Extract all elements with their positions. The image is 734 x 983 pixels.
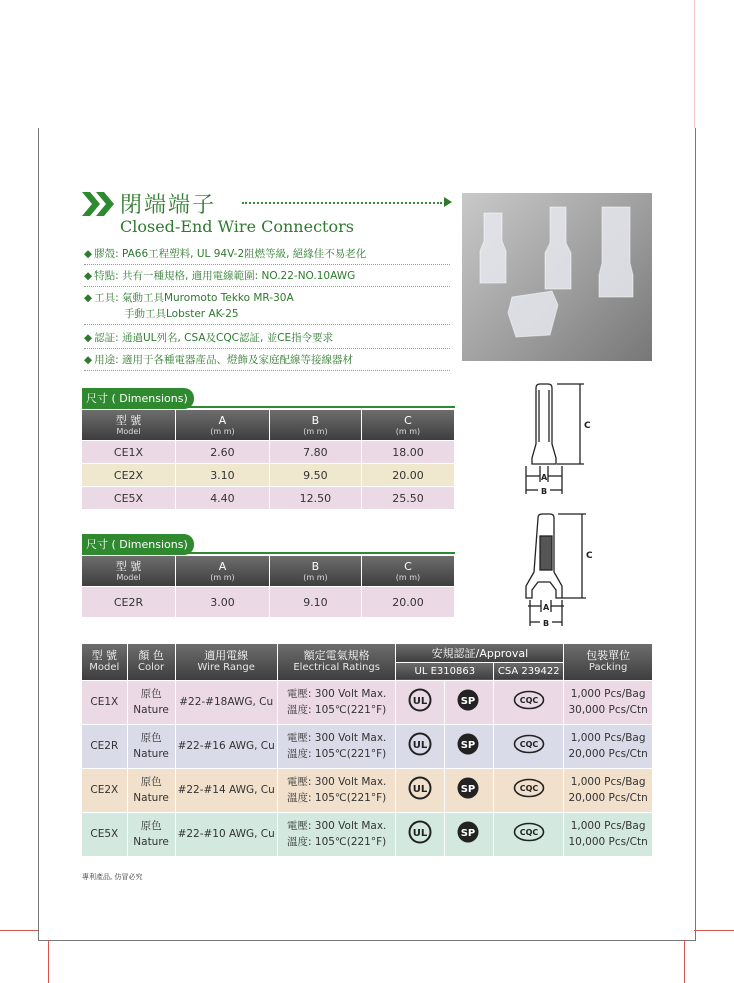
diamond-icon: ◆ [84,292,93,304]
diamond-icon: ◆ [84,270,93,282]
feature-item: ◆ 用途: 適用于各種電器產品、燈飾及家庭配線等接線器材 [84,352,450,371]
dimensions-label: 尺寸 ( Dimensions) [82,534,194,555]
csa-cert-icon [456,731,482,757]
spec-table: 型 號 Model 顏 色 Color 適用電線 Wire Range 額定電氣規格 Electrical Ratings 安規認証/Approval 包裝單位 Packing UL E310863 CSA 239422 CE1X 原色 Nature #22-#18AWG, Cu 電壓: 300 Volt Max. 溫度: 105℃(221°F) UL SP CQC 1,000 Pcs/Bag 30,000 Pcs/Ctn CE2R 原色 Nature #22-#16 AWG, Cu 電壓: 300 Volt Max. 溫度: 105℃(221°F) UL SP CQC 1,000 Pcs/Bag 20,000 Pcs/Ctn CE2X 原色 Nature #22-#14 AWG, Cu 電壓: 300 Volt Max. 溫度: 105℃(221°F) UL SP CQC 1,000 Pcs/Bag 20,000 Pcs/Ctn CE5X 原色 Nature #22-#10 AWG, Cu 電壓: 300 Volt Max. 溫度: 105℃(221°F) UL SP CQC 1,000 Pcs/Bag 10,000 Pcs/Ctn [82,644,653,856]
table-row: CE1X 原色 Nature #22-#18AWG, Cu 電壓: 300 Volt Max. 溫度: 105℃(221°F) UL SP CQC 1,000 Pcs/Bag 30,000 Pcs/Ctn [82,680,653,724]
dimension-drawing-ce1x [512,382,594,498]
feature-item: ◆ 認証: 通過UL列名, CSA及CQC認証, 並CE指令要求 [84,330,450,349]
dim-label-a: A [543,603,550,612]
dimensions-table-1: 型 號 Model A (m m) B (m m) C (m m) CE1X 2.60 7.80 18.00 CE2X 3.10 9.50 20.00 CE5X 4.40 12.50 25.50 [82,410,455,509]
cqc-cert-icon [513,690,545,710]
svg-text:UL: UL [413,739,428,751]
svg-text:SP: SP [460,827,476,839]
table-row: CE2X 原色 Nature #22-#14 AWG, Cu 電壓: 300 Volt Max. 溫度: 105℃(221°F) UL SP CQC 1,000 Pcs/Bag 20,000 Pcs/Ctn [82,768,653,812]
title-dotted-line [242,202,442,204]
table-row: CE5X 原色 Nature #22-#10 AWG, Cu 電壓: 300 Volt Max. 溫度: 105℃(221°F) UL SP CQC 1,000 Pcs/Bag 10,000 Pcs/Ctn [82,812,653,856]
svg-text:UL: UL [413,783,428,795]
footer-note: 專利產品, 仿冒必究 [82,873,143,881]
diamond-icon: ◆ [84,332,93,344]
feature-item-line2: 手動工具Lobster AK-25 [84,306,450,325]
ul-cert-icon [408,820,432,844]
crop-mark [48,940,49,983]
svg-text:UL: UL [413,827,428,839]
cqc-cert-icon [513,822,545,842]
dim-label-c: C [586,551,593,561]
dimensions-label: 尺寸 ( Dimensions) [82,388,194,409]
csa-cert-icon [456,819,482,845]
diamond-icon: ◆ [84,354,93,366]
dimension-drawing-ce2r [512,512,594,630]
table-row: CE2X 3.10 9.50 20.00 [82,464,455,487]
crop-mark [694,0,695,128]
dim-label-b: B [543,619,550,628]
csa-cert-icon [456,775,482,801]
svg-text:UL: UL [413,695,428,707]
diamond-icon: ◆ [84,248,93,260]
csa-cert-icon [456,687,482,713]
cqc-cert-icon [513,734,545,754]
feature-item: ◆ 膠殼: PA66工程塑料, UL 94V-2阻燃等級, 絕緣佳不易老化 [84,246,450,265]
connector-photo-drawing [462,193,652,361]
svg-text:CQC: CQC [519,827,538,837]
dim-label-a: A [541,473,548,482]
product-photo [462,193,652,361]
section-divider [82,552,455,554]
crop-mark [0,930,38,931]
table-row: CE2R 原色 Nature #22-#16 AWG, Cu 電壓: 300 Volt Max. 溫度: 105℃(221°F) UL SP CQC 1,000 Pcs/Bag 20,000 Pcs/Ctn [82,724,653,768]
table-row: CE1X 2.60 7.80 18.00 [82,441,455,464]
svg-text:SP: SP [460,695,476,707]
double-chevron-icon [82,192,116,216]
dim-label-b: B [541,487,548,496]
svg-text:CQC: CQC [519,783,538,793]
ul-cert-icon [408,688,432,712]
table-row: CE5X 4.40 12.50 25.50 [82,487,455,510]
title-english: Closed-End Wire Connectors [120,217,354,236]
svg-text:SP: SP [460,783,476,795]
svg-text:CQC: CQC [519,739,538,749]
svg-text:CQC: CQC [519,695,538,705]
dimensions-table-2: 型 號 Model A (m m) B (m m) C (m m) CE2R 3.00 9.10 20.00 [82,556,455,617]
crop-mark [694,930,734,931]
title-chinese: 閉端端子 [120,193,217,218]
ul-cert-icon [408,776,432,800]
cqc-cert-icon [513,778,545,798]
feature-item: ◆ 特點: 共有一種規格, 適用電線範圍: NO.22-NO.10AWG [84,268,450,287]
section-divider [82,406,455,408]
ul-cert-icon [408,732,432,756]
table-row: CE2R 3.00 9.10 20.00 [82,587,455,618]
dim-label-c: C [584,421,591,431]
arrow-icon [444,197,452,207]
crop-mark [684,940,685,983]
feature-item: ◆ 工具: 氣動工具Muromoto Tekko MR-30A [84,292,294,304]
svg-text:SP: SP [460,739,476,751]
